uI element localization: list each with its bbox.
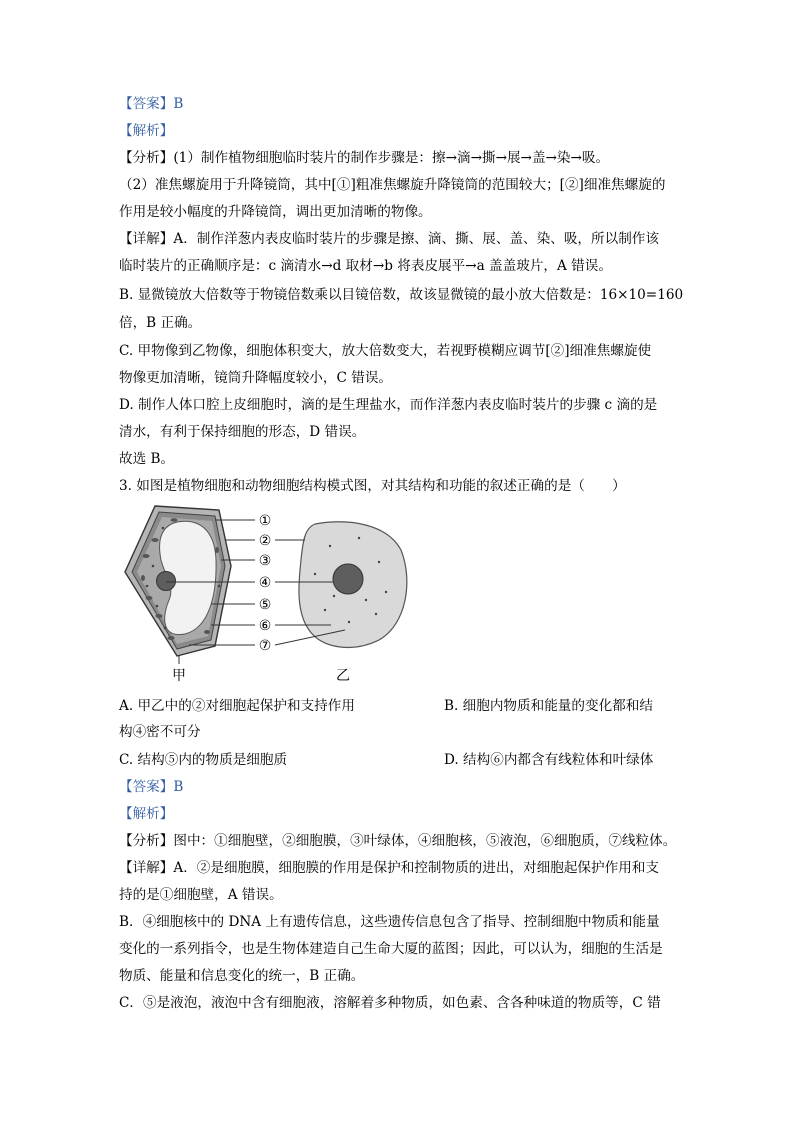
text-line: 【详解】A．制作洋葱内表皮临时装片的步骤是擦、滴、撕、展、盖、染、吸，所以制作该	[119, 231, 659, 247]
text-line: 【分析】(1）制作植物细胞临时装片的制作步骤是：擦→滴→撕→展→盖→染→吸。	[119, 150, 610, 166]
label-1: ①	[258, 513, 272, 529]
label-6: ⑥	[258, 618, 272, 634]
label-5: ⑤	[258, 597, 272, 613]
question-title: 3. 如图是植物细胞和动物细胞结构模式图，对其结构和功能的叙述正确的是（ ）	[119, 478, 626, 494]
text-line: 物像更加清晰，镜筒升降幅度较小，C 错误。	[119, 370, 393, 386]
text-line: 故选 B。	[119, 451, 175, 467]
text-line: 【分析】图中：①细胞壁，②细胞膜，③叶绿体，④细胞核，⑤液泡，⑥细胞质，⑦线粒体。	[119, 833, 677, 849]
animal-cell	[299, 522, 407, 648]
text-line: D. 制作人体口腔上皮细胞时，滴的是生理盐水，而作洋葱内表皮临时装片的步骤 c 滴的是	[119, 397, 658, 413]
answer-label: 【答案】B	[119, 96, 184, 112]
label-3: ③	[258, 553, 272, 569]
text-line: 持的是①细胞壁，A 错误。	[119, 887, 283, 903]
text-line: 【详解】A．②是细胞膜，细胞膜的作用是保护和控制物质的进出，对细胞起保护作用和支	[119, 860, 659, 876]
label-2: ②	[258, 533, 272, 549]
plant-cell	[125, 506, 231, 664]
option-d: D. 结构⑥内都含有线粒体和叶绿体	[444, 752, 654, 768]
option-b: B. 细胞内物质和能量的变化都和结	[444, 698, 653, 714]
caption-left: 甲	[172, 668, 186, 684]
option-b-continued: 构④密不可分	[119, 724, 201, 740]
text-line: 物质、能量和信息变化的统一，B 正确。	[119, 968, 365, 984]
text-line: B. 显微镜放大倍数等于物镜倍数乘以目镜倍数，故该显微镜的最小放大倍数是：16×10=160	[119, 287, 684, 303]
text-line: 变化的一系列指令，也是生物体建造自己生命大厦的蓝图；因此，可以认为，细胞的生活是	[119, 941, 663, 957]
text-line: 清水，有利于保持细胞的形态，D 错误。	[119, 424, 366, 440]
text-line: B．④细胞核中的 DNA 上有遗传信息，这些遗传信息包含了指导、控制细胞中物质和能量	[119, 914, 660, 930]
caption-right: 乙	[336, 668, 350, 684]
label-7: ⑦	[258, 638, 272, 654]
text-line: 倍，B 正确。	[119, 315, 202, 331]
animal-nucleus	[333, 564, 363, 594]
text-line: （2）准焦螺旋用于升降镜筒，其中[①]粗准焦螺旋升降镜筒的范围较大；[②]细准焦螺旋的	[119, 177, 666, 193]
nucleus	[157, 572, 176, 591]
text-line: 临时装片的正确顺序是：c 滴清水→d 取材→b 将表皮展平→a 盖盖玻片，A 错误。	[119, 258, 612, 274]
text-line: C．⑤是液泡，液泡中含有细胞液，溶解着多种物质，如色素、含各种味道的物质等，C 错	[119, 995, 661, 1011]
option-c: C. 结构⑤内的物质是细胞质	[119, 752, 288, 768]
answer-label: 【答案】B	[119, 779, 184, 795]
analysis-label: 【解析】	[119, 123, 174, 139]
option-a: A. 甲乙中的②对细胞起保护和支持作用	[119, 698, 355, 714]
analysis-label: 【解析】	[119, 806, 174, 822]
label-4: ④	[258, 575, 272, 591]
text-line: 作用是较小幅度的升降镜筒，调出更加清晰的物像。	[119, 204, 432, 220]
cell-structure-figure	[119, 500, 419, 690]
text-line: C. 甲物像到乙物像，细胞体积变大，放大倍数变大，若视野模糊应调节[②]细准焦螺旋使	[119, 343, 652, 359]
